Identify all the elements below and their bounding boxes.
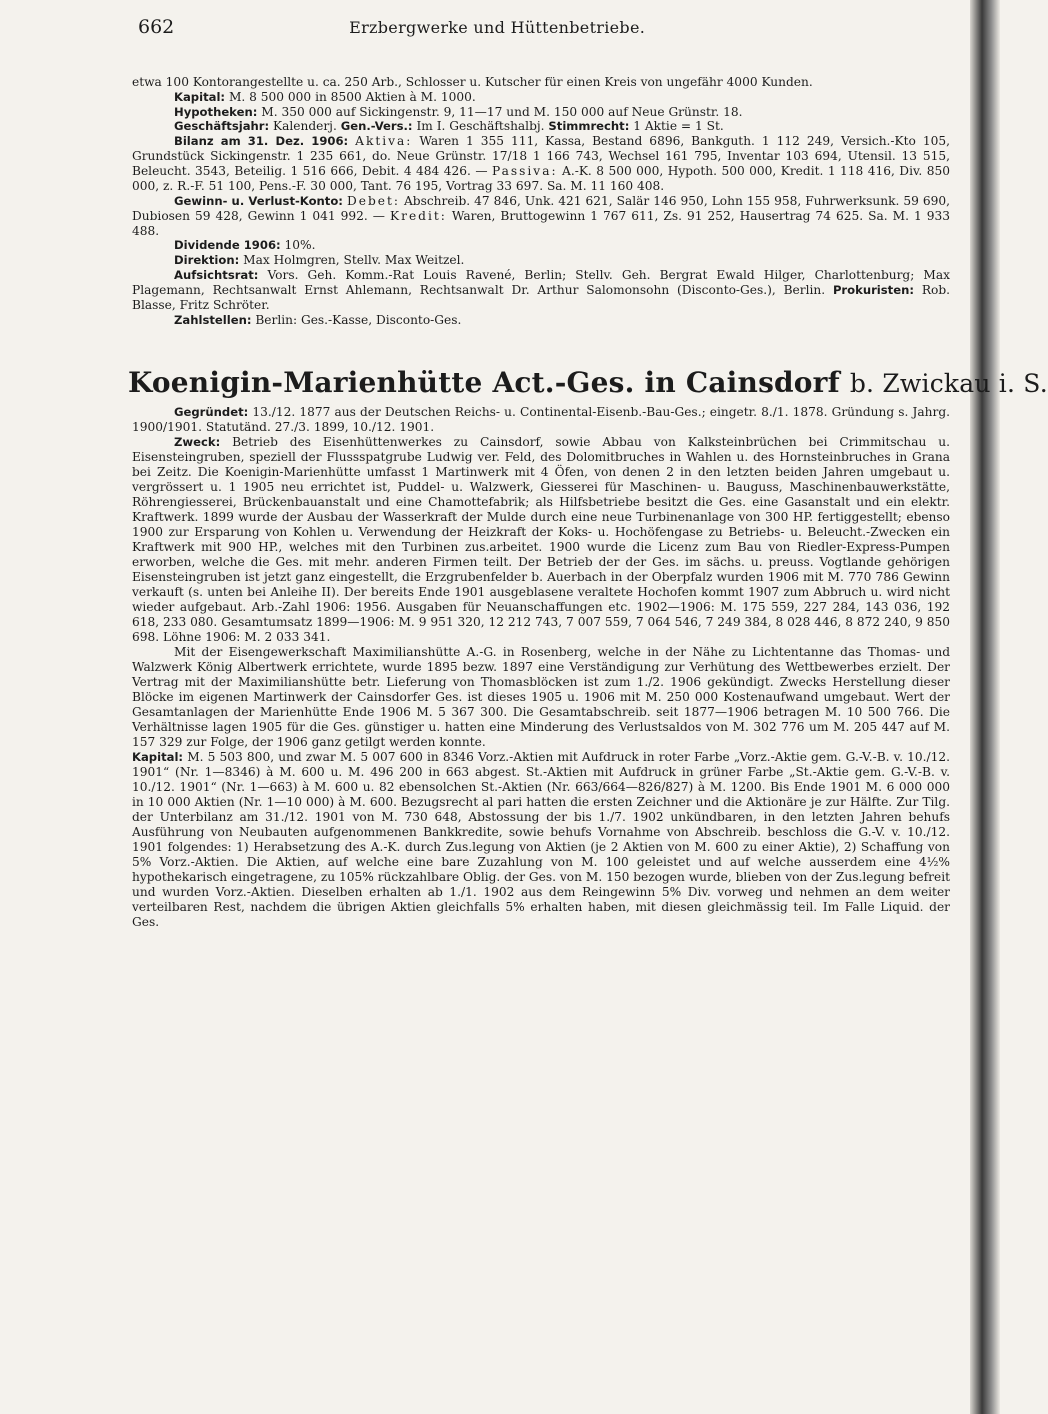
company-kapital-value: M. 5 503 800, und zwar M. 5 007 600 in 8346 Vorz.-Aktien mit Aufdruck in roter Farbe „Vorz.-Aktie gem. G.-V.-B. v. 10./12. 1901“ (Nr. 1—8346) à M. 600 u. M. 496 200 in 663 abgest. St.-Aktien mit Aufdruck in grüner Farbe „St.-Aktie gem. G.-V.-B. v. 10./12. 1901“ (Nr. 1—663) à M. 600 u. 82 ebensolchen St.-Aktien (Nr. 663/664—826/827) à M. 1200. Bis Ende 1901 M. 6 000 000 in 10 000 Aktien (Nr. 1—10 000) à M. 600. Bezugsrecht al pari hatten die ersten Zeichner und die Aktionäre je zur Hälfte. Zur Tilg. der Unterbilanz am 31./12. 1901 von M. 730 648, Abstossung der bis 1./7. 1902 unkündbaren, in den letzten Jahren behufs Ausführung von Neubauten aufgenommenen Bankkredite, sowie behufs Vornahme von Abschreib. beschloss die G.-V. v. 10./12. 1901 folgendes: 1) Herabsetzung des A.-K. durch Zus.legung von Aktien (je 2 Aktien von M. 600 zu einer Aktie), 2) Schaffung von 5% Vorz.-Aktien. Die Aktien, auf welche eine bare Zuzahlung von M. 100 geleistet und auf welche ausserdem eine 4½% hypothekarisch eingetragene, zu 105% rückzahlbare Oblig. der Ges. von M. 150 bezogen wurde, blieben von der Zus.legung befreit und wurden Vorz.-Aktien. Dieselben erhalten ab 1./1. 1902 aus dem Reingewinn 5% Div. vorweg und nehmen an dem weiter verteilbaren Rest, nachdem die übrigen Aktien gleichfalls 5% erhalten haben, mit diesen gleichmässig teil. Im Falle Liquid. der Ges. bbox=[132, 750, 950, 930]
zweck-block bbox=[132, 435, 950, 645]
prokuristen-value: Rob. Blasse, Fritz Schröter. bbox=[132, 283, 951, 312]
geschaeftsjahr-label: Geschäftsjahr: bbox=[174, 119, 270, 134]
direktion-label: Direktion: bbox=[174, 253, 240, 268]
aufsichtsrat-label: Aufsichtsrat: bbox=[174, 268, 259, 283]
company-name: Koenigin-Marienhütte Act.-Ges. in Cainsdorf bbox=[128, 365, 840, 399]
bilanz-block bbox=[132, 134, 950, 194]
guv-label: Gewinn- u. Verlust-Konto: bbox=[174, 193, 343, 208]
kapital-block bbox=[132, 750, 950, 930]
gegruendet-block bbox=[132, 405, 950, 435]
kapital-label: Kapital: bbox=[174, 89, 226, 104]
zahlstellen-value: Berlin: Ges.-Kasse, Disconto-Ges. bbox=[255, 312, 462, 327]
page-content bbox=[128, 16, 1048, 930]
direktion-value: Max Holmgren, Stellv. Max Weitzel. bbox=[243, 253, 465, 268]
bilanz-aktiva-value: Waren 1 355 111, Kassa, Bestand 6896, Bankguth. 1 112 249, Versich.-Kto 105, Grundstück Sickingenstr. 1 235 661, do. Neue Grünstr. 17/18 1 166 743, Wechsel 161 795, Inventar 103 694, Utensil. 13 515, Beleucht. 3543, Beteilig. 1 516 666, Debit. 4 484 426. — bbox=[132, 134, 950, 179]
hypotheken-line bbox=[132, 105, 950, 120]
aufsichtsrat-value: Vors. Geh. Komm.-Rat Louis Ravené, Berlin; Stellv. Geh. Bergrat Ewald Hilger, Charlottenburg; Max Plagemann, Rechtsanwalt Ernst Ahlemann, Rechtsanwalt Dr. Arthur Salomonsohn (Disconto-Ges.), Berlin. bbox=[132, 268, 951, 298]
zweck-label: Zweck: bbox=[174, 435, 221, 450]
page-binding-edge bbox=[970, 0, 1000, 1414]
dividende-label: Dividende 1906: bbox=[174, 238, 281, 253]
gegruendet-label: Gegründet: bbox=[174, 405, 249, 420]
dividende-value: 10%. bbox=[284, 238, 316, 253]
guv-kredit-value: Waren, Bruttogewinn 1 767 611, Zs. 91 252, Hausertrag 74 625. Sa. M. 1 933 488. bbox=[132, 208, 951, 238]
genvers-label: Gen.-Vers.: bbox=[340, 119, 413, 134]
zweck-value: Betrieb des Eisenhüttenwerkes zu Cainsdorf, sowie Abbau von Kalksteinbrüchen bei Crimmitschau u. Eisensteingruben, speziell der Flussspatgrube Ludwig ver. Feld, des Dolomitbruches in Wahlen u. des Hornsteinbruches in Grana bei Zeitz. Die Koenigin-Marienhütte umfasst 1 Martinwerk mit 4 Öfen, von denen 2 in den letzten beiden Jahren umgebaut u. vergrössert u. 1 1905 neu errichtet ist, Puddel- u. Walzwerk, Giesserei für Maschinen- u. Bauguss, Maschinenbauwerkstätte, Röhrengiesserei, Brückenbauanstalt und eine Chamottefabrik; als Hilfsbetriebe besitzt die Ges. eine Gasanstalt und ein elektr. Kraftwerk. 1899 wurde der Ausbau der Wasserkraft der Mulde durch eine neue Turbinenanlage von 300 HP. fertiggestellt; ebenso 1900 zur Ersparung von Kohlen u. Verwendung der Heizkraft der Koks- u. Hochöfengase zu Betriebs- u. Beleucht.-Zwecken ein Kraftwerk mit 900 HP., welches mit den Turbinen zus.arbeitet. 1900 wurde die Licenz zum Bau von Riedler-Express-Pumpen erworben, welche die Ges. mit mehr. anderen Firmen teilt. Der Betrieb der der Ges. im sächs. u. preuss. Vogtlande gehörigen Eisensteingruben ist jetzt ganz eingestellt, die Erzgrubenfelder b. Auerbach in der Oberpfalz wurden 1906 mit M. 770 786 Gewinn verkauft (s. unten bei Anleihe II). Der bereits Ende 1901 ausgeblasene veraltete Hochofen kommt 1907 zum Abbruch u. wird nicht wieder aufgebaut. Arb.-Zahl 1906: 1956. Ausgaben für Neuanschaffungen etc. 1902—1906: M. 175 559, 227 284, 143 036, 192 618, 233 080. Gesamtumsatz 1899—1906: M. 9 951 320, 12 212 743, 7 007 559, 7 064 546, 7 249 384, 8 028 446, 8 872 240, 9 850 698. Löhne 1906: M. 2 033 341. bbox=[132, 435, 950, 645]
bilanz-passiva-label: Passiva: bbox=[491, 164, 558, 179]
guv-debet-label: Debet: bbox=[346, 193, 400, 208]
running-title: Erzbergwerke und Hüttenbetriebe. bbox=[349, 18, 646, 37]
page-header bbox=[140, 16, 940, 39]
kapital-value: M. 8 500 000 in 8500 Aktien à M. 1000. bbox=[228, 89, 476, 104]
intro-text: etwa 100 Kontorangestellte u. ca. 250 Arb., Schlosser u. Kutscher für einen Kreis von ungefähr 4000 Kunden. bbox=[132, 74, 813, 89]
dividende-line bbox=[132, 238, 950, 253]
geschaeftsjahr-line: Geschäftsjahr: Kalenderj. Gen.-Vers.: Im I. Geschäftshalbj. Stimmrecht: 1 Aktie = 1 St. bbox=[174, 119, 724, 134]
bilanz-label: Bilanz am 31. Dez. 1906: bbox=[174, 134, 349, 149]
paragraph-maximilianshuette: Mit der Eisengewerkschaft Maximilianshütte A.-G. in Rosenberg, welche in der Nähe zu Lichtentanne das Thomas- und Walzwerk König Albertwerk errichtete, wurde 1895 bezw. 1897 eine Verständigung zur Verhütung des Wettbewerbes erzielt. Der Vertrag mit der Maximilianshütte betr. Lieferung von Thomasblöcken ist zum 1./2. 1906 gekündigt. Zwecks Herstellung dieser Blöcke im eigenen Martinwerk der Cainsdorfer Ges. ist dieses 1905 u. 1906 mit M. 250 000 Kostenaufwand umgebaut. Wert der Gesamtanlagen der Marienhütte Ende 1906 M. 5 367 300. Die Gesamtabschreib. seit 1877—1906 betragen M. 10 500 766. Die Verhältnisse lagen 1905 für die Ges. günstiger u. hatten eine Minderung des Verlustsaldos von M. 302 776 um M. 205 447 auf M. 157 329 zur Folge, der 1906 ganz getilgt werden konnte. bbox=[132, 645, 950, 750]
company-entry bbox=[132, 405, 950, 930]
gegruendet-value: 13./12. 1877 aus der Deutschen Reichs- u. Continental-Eisenb.-Bau-Ges.; eingetr. 8./1. 1878. Gründung s. Jahrg. 1900/1901. Statutänd. 27./3. 1899, 10./12. 1901. bbox=[132, 405, 950, 435]
hypotheken-label: Hypotheken: bbox=[174, 104, 258, 119]
company-title bbox=[128, 365, 1048, 400]
prokuristen-label: Prokuristen: bbox=[832, 283, 914, 298]
zahlstellen-line bbox=[132, 313, 950, 328]
previous-company-entry bbox=[132, 75, 950, 328]
company-kapital-label: Kapital: bbox=[132, 750, 184, 765]
guv-debet-value: Abschreib. 47 846, Unk. 421 621, Salär 146 950, Lohn 155 958, Fuhrwerksunk. 59 690, Dubiosen 59 428, Gewinn 1 041 992. — bbox=[132, 193, 950, 223]
company-location: b. Zwickau i. S. bbox=[849, 368, 1048, 398]
aufsichtsrat-block bbox=[132, 268, 950, 313]
bilanz-passiva-value: A.-K. 8 500 000, Hypoth. 500 000, Kredit. 1 118 416, Div. 850 000, z. R.-F. 51 100, Pens.-F. 30 000, Tant. 76 195, Vortrag 33 697. Sa. M. 11 160 408. bbox=[132, 164, 950, 193]
guv-kredit-label: Kredit: bbox=[390, 208, 447, 223]
direktion-line bbox=[132, 253, 950, 268]
guv-block bbox=[132, 194, 950, 239]
hypotheken-value: M. 350 000 auf Sickingenstr. 9, 11—17 und M. 150 000 auf Neue Grünstr. 18. bbox=[261, 104, 743, 119]
stimmrecht-label: Stimmrecht: bbox=[548, 119, 630, 134]
kapital-line bbox=[132, 90, 950, 105]
bilanz-aktiva-label: Aktiva: bbox=[355, 134, 413, 149]
page-number: 662 bbox=[138, 16, 175, 38]
zahlstellen-label: Zahlstellen: bbox=[174, 312, 252, 327]
